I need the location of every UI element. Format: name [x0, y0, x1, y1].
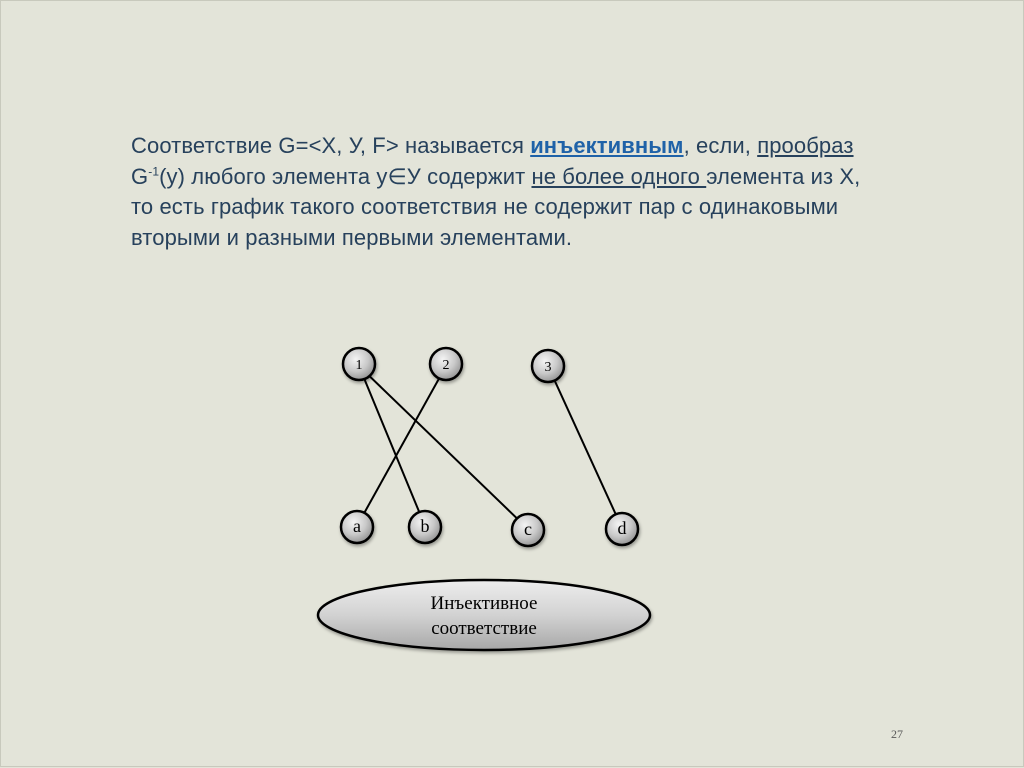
injective-mapping-diagram — [1, 1, 1024, 768]
node-1 — [343, 348, 375, 380]
edge-1-c — [359, 366, 528, 529]
node-3-label: 3 — [544, 360, 552, 375]
edges — [357, 366, 622, 529]
node-a-label: a — [353, 516, 361, 536]
node-c-label: c — [524, 519, 532, 539]
node-d-label: d — [617, 518, 627, 538]
edge-1-b — [359, 366, 425, 526]
node-b — [409, 511, 441, 543]
definition-part-3: G — [131, 163, 149, 189]
node-c — [512, 514, 544, 546]
no-more-than-one: не более одного — [531, 163, 707, 189]
caption-line-2: соответствие — [431, 618, 537, 639]
edge-3-d — [548, 366, 622, 528]
superscript-minus-one: -1 — [148, 164, 160, 179]
node-1-label: 1 — [355, 358, 363, 373]
preimage-term: прообраз — [757, 133, 854, 158]
node-2 — [430, 348, 462, 380]
page-number: 27 — [891, 727, 903, 741]
definition-part-5: элемента из X, то есть график такого соответствия не содержит пар с одинаковыми вторыми и разными первыми элементами. — [131, 163, 861, 250]
node-b-label: b — [420, 516, 430, 536]
caption-line-1: Инъективное — [430, 593, 538, 614]
caption-ellipse — [318, 580, 650, 650]
node-a — [341, 511, 373, 543]
edge-2-a — [357, 366, 446, 526]
node-d — [606, 513, 638, 545]
definition-part-1: Соответствие G=<X, У, F> называется — [131, 133, 531, 158]
definition-part-2: , если, — [683, 133, 758, 158]
definition-part-4: (y) любого элемента y∈У содержит — [159, 163, 532, 189]
keyword-injective: инъективным — [530, 133, 684, 158]
node-2-label: 2 — [442, 358, 450, 373]
node-3 — [532, 350, 564, 382]
